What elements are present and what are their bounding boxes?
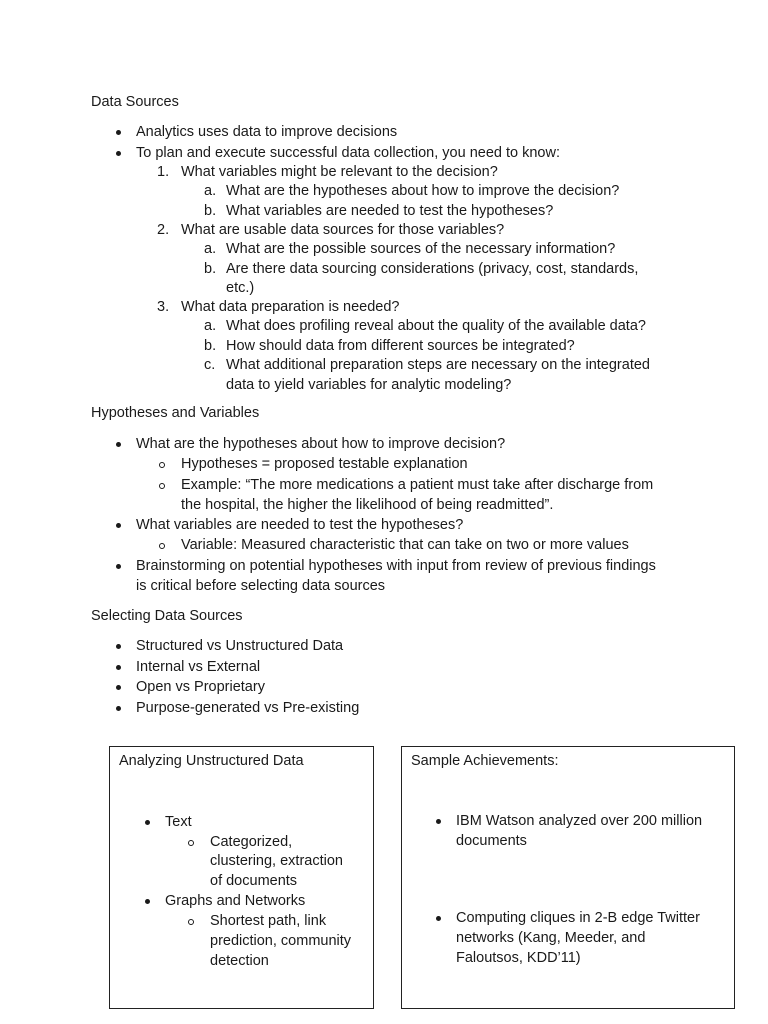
list-item: Brainstorming on potential hypotheses with input from review of previous findings <box>136 558 656 574</box>
lettered-item: b. What variables are needed to test the hypotheses? <box>204 203 554 219</box>
list-item-continued: Faloutsos, KDD’11) <box>456 950 581 966</box>
sub-list-item-continued: the hospital, the higher the likelihood of being readmitted”. <box>181 497 554 513</box>
sub-list-item: Example: “The more medications a patient must take after discharge from <box>181 477 654 493</box>
numbered-item-2: 2. What are usable data sources for those variables? <box>157 222 505 238</box>
list-item: Text <box>165 814 192 830</box>
list-item: Analytics uses data to improve decisions <box>136 124 398 140</box>
list-item-continued: is critical before selecting data sources <box>136 578 386 594</box>
sub-list-item-continued: detection <box>210 953 269 969</box>
lettered-item: b. How should data from different sources be integrated? <box>204 338 575 354</box>
list-item: Purpose-generated vs Pre-existing <box>136 700 360 716</box>
list-item: Structured vs Unstructured Data <box>136 638 344 654</box>
lettered-item-continued: data to yield variables for analytic modeling? <box>226 377 512 393</box>
heading-selecting-data-sources: Selecting Data Sources <box>91 608 243 624</box>
box-title: Analyzing Unstructured Data <box>119 753 304 769</box>
list-item: What are the hypotheses about how to improve decision? <box>136 436 506 452</box>
lettered-item: b. Are there data sourcing considerations (privacy, cost, standards, <box>204 261 639 277</box>
lettered-item-continued: etc.) <box>226 280 255 296</box>
list-item-continued: documents <box>456 833 527 849</box>
list-item: Open vs Proprietary <box>136 679 265 695</box>
numbered-item-1: 1. What variables might be relevant to the decision? <box>157 164 498 180</box>
box-title: Sample Achievements: <box>411 753 559 769</box>
sub-list-item-continued: prediction, community <box>210 933 352 949</box>
list-item: IBM Watson analyzed over 200 million <box>456 813 703 829</box>
list-item: Computing cliques in 2-B edge Twitter <box>456 910 700 926</box>
numbered-item-3: 3. What data preparation is needed? <box>157 299 400 315</box>
sub-list-item: Hypotheses = proposed testable explanation <box>181 456 468 472</box>
heading-data-sources: Data Sources <box>91 94 179 110</box>
lettered-item: c. What additional preparation steps are necessary on the integrated <box>204 357 650 373</box>
sub-list-item: Shortest path, link <box>210 913 327 929</box>
lettered-item: a. What does profiling reveal about the quality of the available data? <box>204 318 646 334</box>
list-item: Internal vs External <box>136 659 261 675</box>
list-item: Graphs and Networks <box>165 893 306 909</box>
list-item: What variables are needed to test the hypotheses? <box>136 517 464 533</box>
sub-list-item: Categorized, <box>210 834 293 850</box>
sub-list-item-continued: clustering, extraction <box>210 853 343 869</box>
sample-achievements-box <box>401 746 735 1009</box>
list-item-continued: networks (Kang, Meeder, and <box>456 930 646 946</box>
sub-list-item: Variable: Measured characteristic that can take on two or more values <box>181 537 629 553</box>
list-item: To plan and execute successful data collection, you need to know: <box>136 145 560 161</box>
lettered-item: a. What are the hypotheses about how to improve the decision? <box>204 183 620 199</box>
sub-list-item-continued: of documents <box>210 873 298 889</box>
heading-hypotheses: Hypotheses and Variables <box>91 405 260 421</box>
lettered-item: a. What are the possible sources of the necessary information? <box>204 241 616 257</box>
